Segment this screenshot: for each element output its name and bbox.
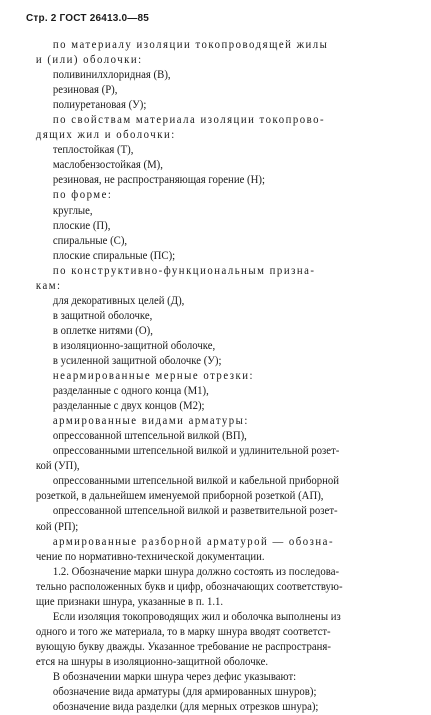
text-line: обозначение вида арматуры (для армированных шнуров); bbox=[52, 686, 317, 699]
text-line: и (или) оболочки: bbox=[35, 54, 143, 67]
document-body bbox=[0, 38, 431, 715]
text-line: в оплетке нитями (О), bbox=[52, 324, 153, 337]
text-line: маслобензостойкая (М), bbox=[52, 159, 163, 172]
text-line: плоские (П), bbox=[52, 219, 111, 232]
text-line: поливинилхлоридная (В), bbox=[52, 69, 171, 82]
text-line: плоские спиральные (ПС); bbox=[52, 249, 176, 262]
text-line: обозначение вида разделки (для мерных отрезков шнура); bbox=[52, 701, 319, 714]
text-line: кам: bbox=[35, 279, 62, 292]
text-line: опрессованной штепсельной вилкой и разветвительной розет- bbox=[52, 505, 338, 518]
text-line: по материалу изоляции токопроводящей жилы bbox=[52, 39, 329, 51]
page-header: Стр. 2 ГОСТ 26413.0—85 bbox=[26, 13, 149, 24]
text-line: ется на шнуры в изоляционно-защитной оболочке. bbox=[35, 655, 269, 668]
text-line: по свойствам материала изоляции токопрово- bbox=[52, 114, 326, 127]
text-line: в защитной оболочке, bbox=[52, 309, 153, 322]
text-line: в усиленной защитной оболочке (У); bbox=[52, 354, 222, 367]
text-line: по конструктивно-функциональным призна- bbox=[52, 264, 316, 277]
text-line: щие признаки шнура, указанные в п. 1.1. bbox=[35, 595, 224, 608]
text-line: тельно расположенных букв и цифр, обозначающих соответствую- bbox=[35, 580, 343, 593]
text-line: резиновая (Р), bbox=[52, 84, 118, 97]
text-line: спиральные (С), bbox=[52, 234, 128, 247]
text-line: неармированные мерные отрезки: bbox=[52, 370, 254, 383]
text-line: кой (УП), bbox=[35, 460, 80, 473]
text-line: кой (РП); bbox=[35, 520, 79, 533]
text-line: В обозначении марки шнура через дефис указывают: bbox=[52, 670, 297, 683]
text-line: опрессованными штепсельной вилкой и удлинительной розет- bbox=[52, 445, 340, 458]
text-line: дящих жил и оболочки: bbox=[35, 129, 176, 142]
text-line: армированные разборной арматурой — обозна- bbox=[52, 535, 335, 548]
text-line: одного и того же материала, то в марку шнура вводят соответст- bbox=[35, 625, 331, 638]
text-line: разделанные с двух концов (М2); bbox=[52, 400, 205, 413]
text-line: разделанные с одного конца (М1), bbox=[52, 385, 209, 398]
text-line: чение по нормативно-технической документации. bbox=[35, 550, 265, 563]
text-line: теплостойкая (Т), bbox=[52, 144, 134, 157]
text-line: опрессованной штепсельной вилкой (ВП), bbox=[52, 430, 247, 443]
text-line: по форме: bbox=[52, 189, 113, 202]
text-line: Если изоляция токопроводящих жил и оболочка выполнены из bbox=[52, 610, 341, 623]
text-line: розеткой, в дальнейшем именуемой приборной розеткой (АП), bbox=[35, 490, 324, 503]
text-line: вующую букву дважды. Указанное требование не распространя- bbox=[35, 640, 331, 653]
text-line: армированные видами арматуры: bbox=[52, 415, 249, 428]
text-line: 1.2. Обозначение марки шнура должно состоять из последова- bbox=[52, 565, 340, 578]
text-line: для декоративных целей (Д), bbox=[52, 294, 185, 307]
text-line: полиуретановая (У); bbox=[52, 99, 147, 112]
text-line: в изоляционно-защитной оболочке, bbox=[52, 339, 216, 352]
text-line: резиновая, не распространяющая горение (Н); bbox=[52, 174, 265, 187]
text-line: опрессованными штепсельной вилкой и кабельной приборной bbox=[52, 475, 339, 488]
text-line: круглые, bbox=[52, 204, 93, 217]
